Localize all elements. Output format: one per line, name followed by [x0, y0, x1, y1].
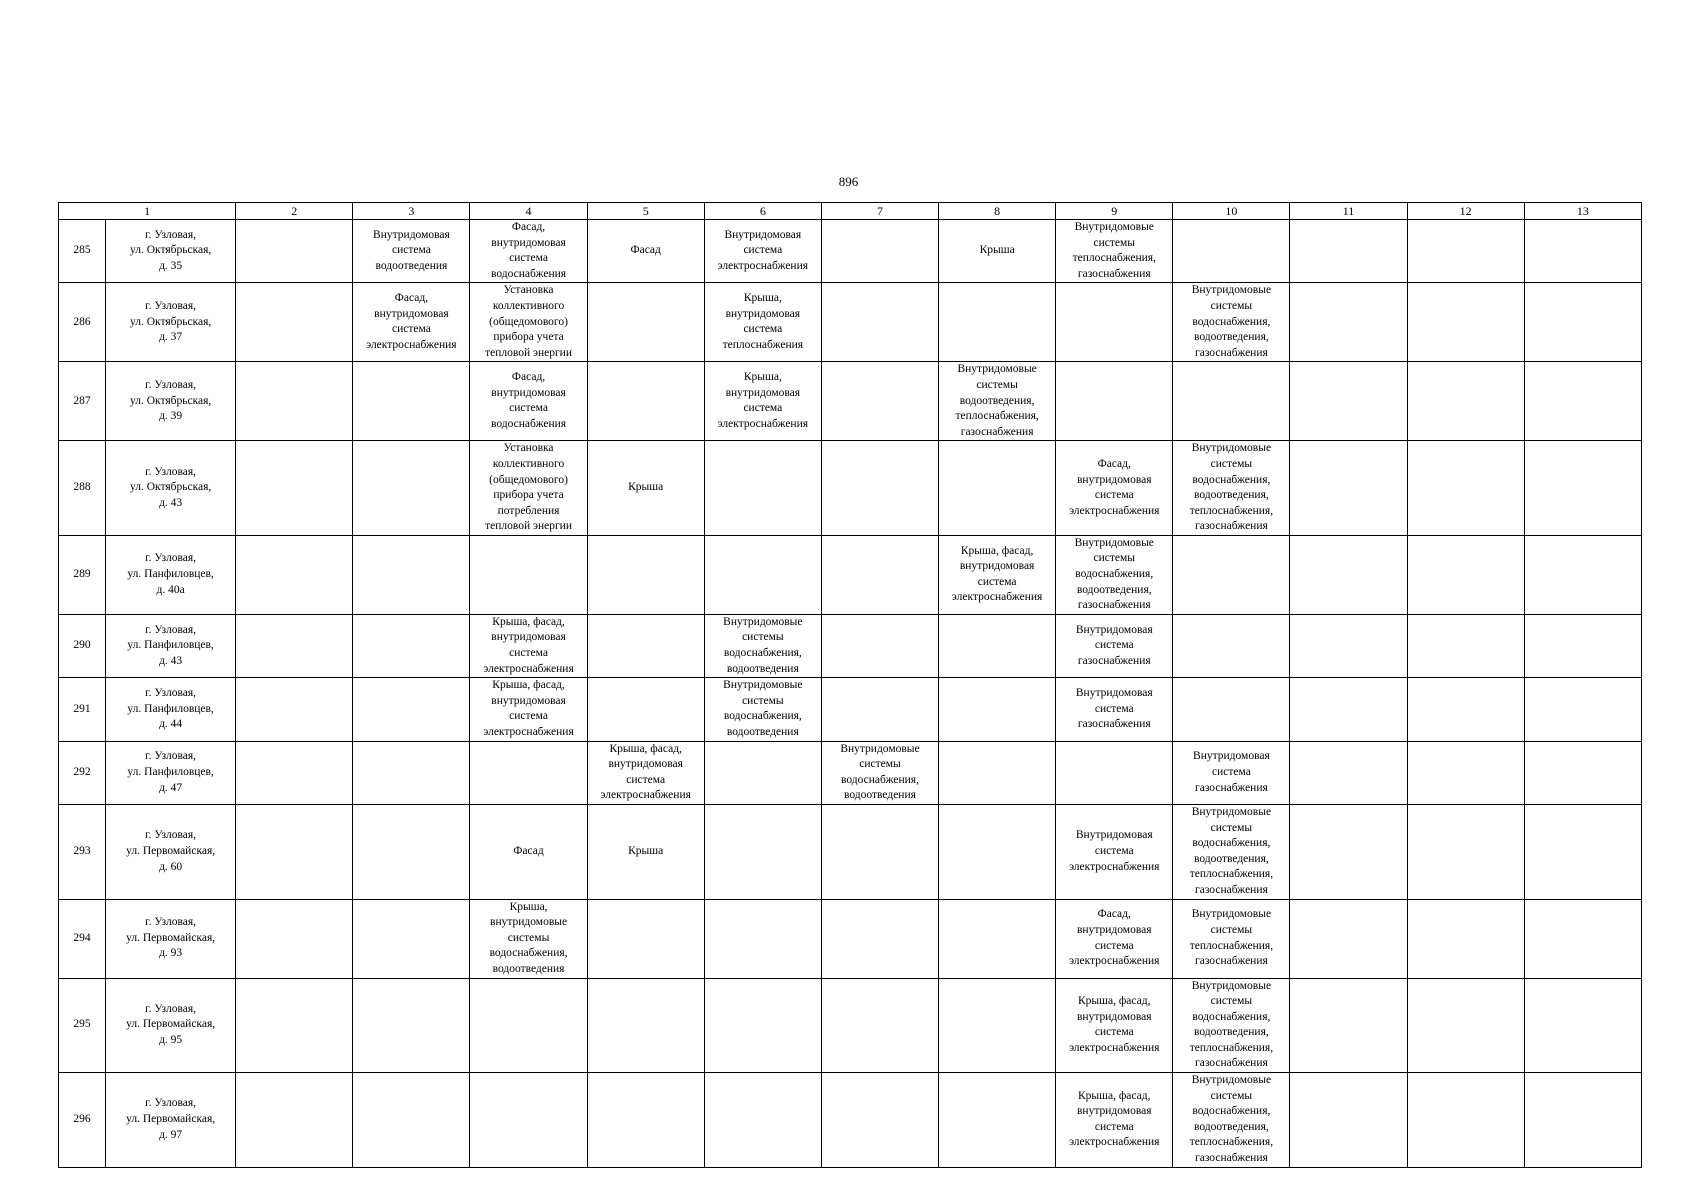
col11-cell [1290, 441, 1407, 536]
col3-cell: Внутридомовая система водоотведения [353, 220, 470, 283]
table-row [59, 804, 1642, 899]
col11-cell [1290, 741, 1407, 804]
col9-cell: Крыша, фасад, внутридомовая система электроснабжения [1056, 1073, 1173, 1168]
col4-cell: Крыша, внутридомовые системы водоснабжения, водоотведения [470, 899, 587, 978]
col10-cell: Внутридомовые системы водоснабжения, водоотведения, теплоснабжения, газоснабжения [1173, 978, 1290, 1073]
col5-cell: Крыша, фасад, внутридомовая система электроснабжения [587, 741, 704, 804]
col6-cell: Внутридомовая система электроснабжения [704, 220, 821, 283]
col13-cell [1524, 678, 1641, 741]
col12-cell [1407, 283, 1524, 362]
column-header: 9 [1056, 203, 1173, 220]
col7-cell [821, 1073, 938, 1168]
col5-cell [587, 1073, 704, 1168]
col5-cell [587, 283, 704, 362]
row-number-cell: 296 [59, 1073, 106, 1168]
col9-cell: Внутридомовая система газоснабжения [1056, 614, 1173, 677]
col2-cell [236, 283, 353, 362]
col12-cell [1407, 220, 1524, 283]
column-header: 8 [939, 203, 1056, 220]
col11-cell [1290, 804, 1407, 899]
col8-cell: Крыша [939, 220, 1056, 283]
col12-cell [1407, 1073, 1524, 1168]
col3-cell [353, 362, 470, 441]
col2-cell [236, 1073, 353, 1168]
col13-cell [1524, 978, 1641, 1073]
address-cell: г. Узловая, ул. Первомайская, д. 93 [106, 899, 236, 978]
col7-cell [821, 535, 938, 614]
col4-cell: Фасад, внутридомовая система водоснабжения [470, 362, 587, 441]
address-cell: г. Узловая, ул. Октябрьская, д. 43 [106, 441, 236, 536]
col5-cell [587, 362, 704, 441]
address-cell: г. Узловая, ул. Первомайская, д. 97 [106, 1073, 236, 1168]
column-number-header-row [59, 203, 1642, 220]
col2-cell [236, 741, 353, 804]
address-cell: г. Узловая, ул. Панфиловцев, д. 44 [106, 678, 236, 741]
col12-cell [1407, 804, 1524, 899]
col8-cell: Внутридомовые системы водоотведения, теплоснабжения, газоснабжения [939, 362, 1056, 441]
address-cell: г. Узловая, ул. Панфиловцев, д. 47 [106, 741, 236, 804]
col13-cell [1524, 362, 1641, 441]
col11-cell [1290, 1073, 1407, 1168]
row-number-cell: 291 [59, 678, 106, 741]
col10-cell [1173, 614, 1290, 677]
col7-cell [821, 804, 938, 899]
col4-cell: Фасад [470, 804, 587, 899]
col9-cell: Внутридомовая система электроснабжения [1056, 804, 1173, 899]
col3-cell [353, 741, 470, 804]
col9-cell: Фасад, внутридомовая система электроснабжения [1056, 441, 1173, 536]
row-number-cell: 290 [59, 614, 106, 677]
col12-cell [1407, 614, 1524, 677]
col7-cell [821, 678, 938, 741]
table-row [59, 978, 1642, 1073]
col10-cell: Внутридомовая система газоснабжения [1173, 741, 1290, 804]
col2-cell [236, 899, 353, 978]
table-row [59, 899, 1642, 978]
col5-cell: Крыша [587, 804, 704, 899]
col12-cell [1407, 678, 1524, 741]
col8-cell [939, 804, 1056, 899]
col6-cell [704, 1073, 821, 1168]
col6-cell: Внутридомовые системы водоснабжения, водоотведения [704, 614, 821, 677]
address-cell: г. Узловая, ул. Октябрьская, д. 37 [106, 283, 236, 362]
col6-cell [704, 441, 821, 536]
col5-cell [587, 614, 704, 677]
col12-cell [1407, 362, 1524, 441]
table-row [59, 678, 1642, 741]
table-row [59, 1073, 1642, 1168]
col7-cell [821, 978, 938, 1073]
col10-cell: Внутридомовые системы водоснабжения, водоотведения, теплоснабжения, газоснабжения [1173, 1073, 1290, 1168]
col2-cell [236, 978, 353, 1073]
col8-cell [939, 1073, 1056, 1168]
column-header: 10 [1173, 203, 1290, 220]
column-header: 1 [59, 203, 236, 220]
col11-cell [1290, 899, 1407, 978]
col10-cell [1173, 362, 1290, 441]
col13-cell [1524, 741, 1641, 804]
col3-cell [353, 804, 470, 899]
col5-cell: Крыша [587, 441, 704, 536]
col4-cell [470, 741, 587, 804]
table-row [59, 535, 1642, 614]
col8-cell [939, 441, 1056, 536]
col13-cell [1524, 1073, 1641, 1168]
col4-cell: Крыша, фасад, внутридомовая система электроснабжения [470, 678, 587, 741]
col4-cell: Установка коллективного (общедомового) прибора учета тепловой энергии [470, 283, 587, 362]
col2-cell [236, 678, 353, 741]
row-number-cell: 285 [59, 220, 106, 283]
column-header: 4 [470, 203, 587, 220]
col6-cell: Внутридомовые системы водоснабжения, водоотведения [704, 678, 821, 741]
col12-cell [1407, 978, 1524, 1073]
col2-cell [236, 362, 353, 441]
col13-cell [1524, 614, 1641, 677]
col9-cell [1056, 741, 1173, 804]
column-header: 2 [236, 203, 353, 220]
col5-cell [587, 899, 704, 978]
col9-cell: Крыша, фасад, внутридомовая система электроснабжения [1056, 978, 1173, 1073]
col10-cell [1173, 678, 1290, 741]
col5-cell: Фасад [587, 220, 704, 283]
col5-cell [587, 978, 704, 1073]
col9-cell: Внутридомовые системы теплоснабжения, газоснабжения [1056, 220, 1173, 283]
col8-cell [939, 978, 1056, 1073]
col8-cell [939, 678, 1056, 741]
col13-cell [1524, 220, 1641, 283]
col12-cell [1407, 535, 1524, 614]
col7-cell [821, 614, 938, 677]
column-header: 7 [821, 203, 938, 220]
col11-cell [1290, 362, 1407, 441]
col3-cell [353, 614, 470, 677]
table-row [59, 614, 1642, 677]
row-number-cell: 288 [59, 441, 106, 536]
col11-cell [1290, 220, 1407, 283]
row-number-cell: 292 [59, 741, 106, 804]
col3-cell [353, 899, 470, 978]
col6-cell: Крыша, внутридомовая система электроснабжения [704, 362, 821, 441]
col6-cell: Крыша, внутридомовая система теплоснабжения [704, 283, 821, 362]
col8-cell [939, 614, 1056, 677]
address-cell: г. Узловая, ул. Первомайская, д. 95 [106, 978, 236, 1073]
col7-cell [821, 220, 938, 283]
column-header: 11 [1290, 203, 1407, 220]
col8-cell [939, 741, 1056, 804]
table-row [59, 283, 1642, 362]
col5-cell [587, 678, 704, 741]
col9-cell [1056, 283, 1173, 362]
col4-cell: Фасад, внутридомовая система водоснабжения [470, 220, 587, 283]
column-header: 13 [1524, 203, 1641, 220]
col9-cell: Внутридомовые системы водоснабжения, водоотведения, газоснабжения [1056, 535, 1173, 614]
address-cell: г. Узловая, ул. Октябрьская, д. 35 [106, 220, 236, 283]
col3-cell [353, 441, 470, 536]
row-number-cell: 286 [59, 283, 106, 362]
table-row [59, 741, 1642, 804]
row-number-cell: 293 [59, 804, 106, 899]
col3-cell [353, 678, 470, 741]
table-row [59, 220, 1642, 283]
column-header: 12 [1407, 203, 1524, 220]
col12-cell [1407, 441, 1524, 536]
col4-cell: Установка коллективного (общедомового) прибора учета потребления тепловой энергии [470, 441, 587, 536]
column-header: 6 [704, 203, 821, 220]
table-row [59, 362, 1642, 441]
col10-cell: Внутридомовые системы теплоснабжения, газоснабжения [1173, 899, 1290, 978]
col11-cell [1290, 678, 1407, 741]
address-cell: г. Узловая, ул. Панфиловцев, д. 40а [106, 535, 236, 614]
col10-cell [1173, 220, 1290, 283]
row-number-cell: 294 [59, 899, 106, 978]
repair-schedule-table [58, 202, 1642, 1168]
col2-cell [236, 220, 353, 283]
col10-cell [1173, 535, 1290, 614]
col5-cell [587, 535, 704, 614]
col6-cell [704, 978, 821, 1073]
col8-cell [939, 899, 1056, 978]
col7-cell [821, 899, 938, 978]
col10-cell: Внутридомовые системы водоснабжения, водоотведения, теплоснабжения, газоснабжения [1173, 441, 1290, 536]
col2-cell [236, 804, 353, 899]
col6-cell [704, 804, 821, 899]
col11-cell [1290, 978, 1407, 1073]
col13-cell [1524, 804, 1641, 899]
address-cell: г. Узловая, ул. Панфиловцев, д. 43 [106, 614, 236, 677]
col13-cell [1524, 441, 1641, 536]
table-row [59, 441, 1642, 536]
col2-cell [236, 535, 353, 614]
col10-cell: Внутридомовые системы водоснабжения, водоотведения, газоснабжения [1173, 283, 1290, 362]
col13-cell [1524, 899, 1641, 978]
col9-cell: Фасад, внутридомовая система электроснабжения [1056, 899, 1173, 978]
page-number: 896 [838, 174, 859, 189]
col6-cell [704, 535, 821, 614]
col2-cell [236, 441, 353, 536]
col13-cell [1524, 283, 1641, 362]
col13-cell [1524, 535, 1641, 614]
col9-cell: Внутридомовая система газоснабжения [1056, 678, 1173, 741]
col3-cell [353, 978, 470, 1073]
address-cell: г. Узловая, ул. Первомайская, д. 60 [106, 804, 236, 899]
col11-cell [1290, 614, 1407, 677]
col4-cell [470, 535, 587, 614]
row-number-cell: 287 [59, 362, 106, 441]
col8-cell [939, 283, 1056, 362]
col9-cell [1056, 362, 1173, 441]
row-number-cell: 289 [59, 535, 106, 614]
col12-cell [1407, 741, 1524, 804]
col6-cell [704, 899, 821, 978]
col7-cell [821, 283, 938, 362]
col4-cell [470, 978, 587, 1073]
col6-cell [704, 741, 821, 804]
col7-cell [821, 441, 938, 536]
col8-cell: Крыша, фасад, внутридомовая система электроснабжения [939, 535, 1056, 614]
row-number-cell: 295 [59, 978, 106, 1073]
column-header: 5 [587, 203, 704, 220]
col11-cell [1290, 535, 1407, 614]
col3-cell: Фасад, внутридомовая система электроснабжения [353, 283, 470, 362]
col7-cell: Внутридомовые системы водоснабжения, водоотведения [821, 741, 938, 804]
col2-cell [236, 614, 353, 677]
col3-cell [353, 1073, 470, 1168]
col12-cell [1407, 899, 1524, 978]
address-cell: г. Узловая, ул. Октябрьская, д. 39 [106, 362, 236, 441]
col10-cell: Внутридомовые системы водоснабжения, водоотведения, теплоснабжения, газоснабжения [1173, 804, 1290, 899]
col4-cell [470, 1073, 587, 1168]
col4-cell: Крыша, фасад, внутридомовая система электроснабжения [470, 614, 587, 677]
col7-cell [821, 362, 938, 441]
col3-cell [353, 535, 470, 614]
column-header: 3 [353, 203, 470, 220]
col11-cell [1290, 283, 1407, 362]
